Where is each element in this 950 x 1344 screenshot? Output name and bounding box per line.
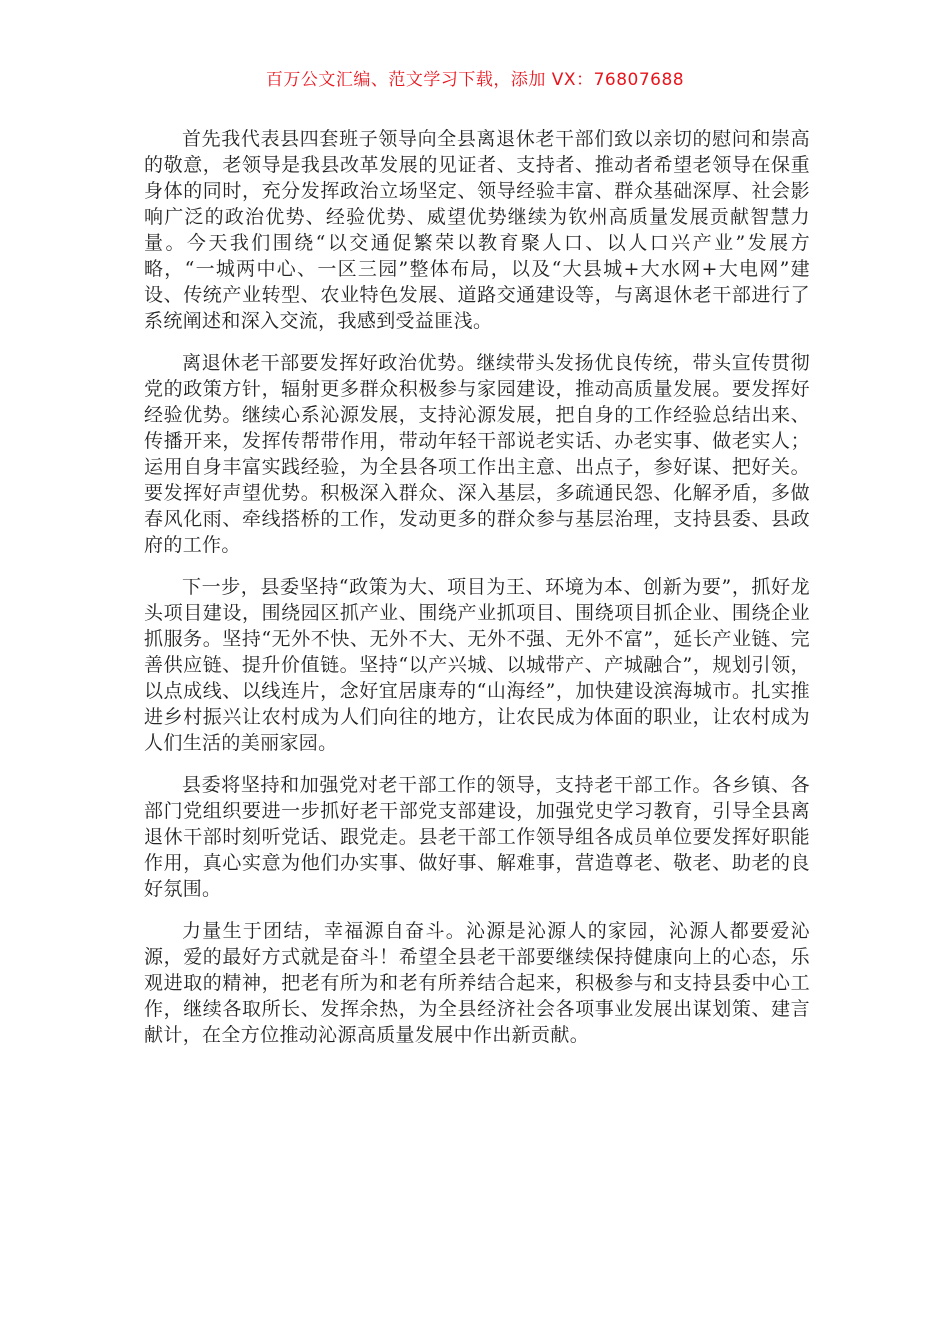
paragraph-2: 离退休老干部要发挥好政治优势。继续带头发扬优良传统，带头宣传贯彻党的政策方针，辐射更多群众积极参与家园建设，推动高质量发展。要发挥好经验优势。继续心系沁源发展，支持沁源发展，把自身的工作经验总结出来、传播开来，发挥传帮带作用，带动年轻干部说老实话、办老实事、做老实人；运用自身丰富实践经验，为全县各项工作出主意、出点子，参好谋、把好关。要发挥好声望优势。积极深入群众、深入基层，多疏通民怨、化解矛盾，多做春风化雨、牵线搭桥的工作，发动更多的群众参与基层治理，支持县委、县政府的工作。 bbox=[144, 352, 810, 556]
document-body bbox=[144, 126, 810, 1064]
paragraph-4: 县委将坚持和加强党对老干部工作的领导，支持老干部工作。各乡镇、各部门党组织要进一步抓好老干部党支部建设，加强党史学习教育，引导全县离退休干部时刻听党话、跟党走。县老干部工作领导组各成员单位要发挥好职能作用，真心实意为他们办实事、做好事、解难事，营造尊老、敬老、助老的良好氛围。 bbox=[144, 774, 810, 900]
paragraph-1: 首先我代表县四套班子领导向全县离退休老干部们致以亲切的慰问和崇高的敬意，老领导是我县改革发展的见证者、支持者、推动者希望老领导在保重身体的同时，充分发挥政治立场坚定、领导经验丰富、群众基础深厚、社会影响广泛的政治优势、经验优势、威望优势继续为钦州高质量发展贡献智慧力量。今天我们围绕“以交通促繁荣以教育聚人口、以人口兴产业”发展方略，“一城两中心、一区三园”整体布局，以及“大县城+大水网+大电网”建设、传统产业转型、农业特色发展、道路交通建设等，与离退休老干部进行了系统阐述和深入交流，我感到受益匪浅。 bbox=[144, 128, 810, 332]
paragraph-3: 下一步，县委坚持“政策为大、项目为王、环境为本、创新为要”，抓好龙头项目建设，围绕园区抓产业、围绕产业抓项目、围绕项目抓企业、围绕企业抓服务。坚持“无外不快、无外不大、无外不强、无外不富”，延长产业链、完善供应链、提升价值链。坚持“以产兴城、以城带产、产城融合”，规划引领，以点成线、以线连片，念好宜居康寿的“山海经”，加快建设滨海城市。扎实推进乡村振兴让农村成为人们向往的地方，让农民成为体面的职业，让农村成为人们生活的美丽家园。 bbox=[144, 576, 810, 754]
paragraph-5: 力量生于团结，幸福源自奋斗。沁源是沁源人的家园，沁源人都要爱沁源，爱的最好方式就是奋斗！希望全县老干部要继续保持健康向上的心态，乐观进取的精神，把老有所为和老有所养结合起来，积极参与和支持县委中心工作，继续各取所长、发挥余热，为全县经济社会各项事业发展出谋划策、建言献计，在全方位推动沁源高质量发展中作出新贡献。 bbox=[144, 920, 810, 1046]
watermark-header: 百万公文汇编、范文学习下载，添加 VX：76807688 bbox=[265, 70, 685, 90]
